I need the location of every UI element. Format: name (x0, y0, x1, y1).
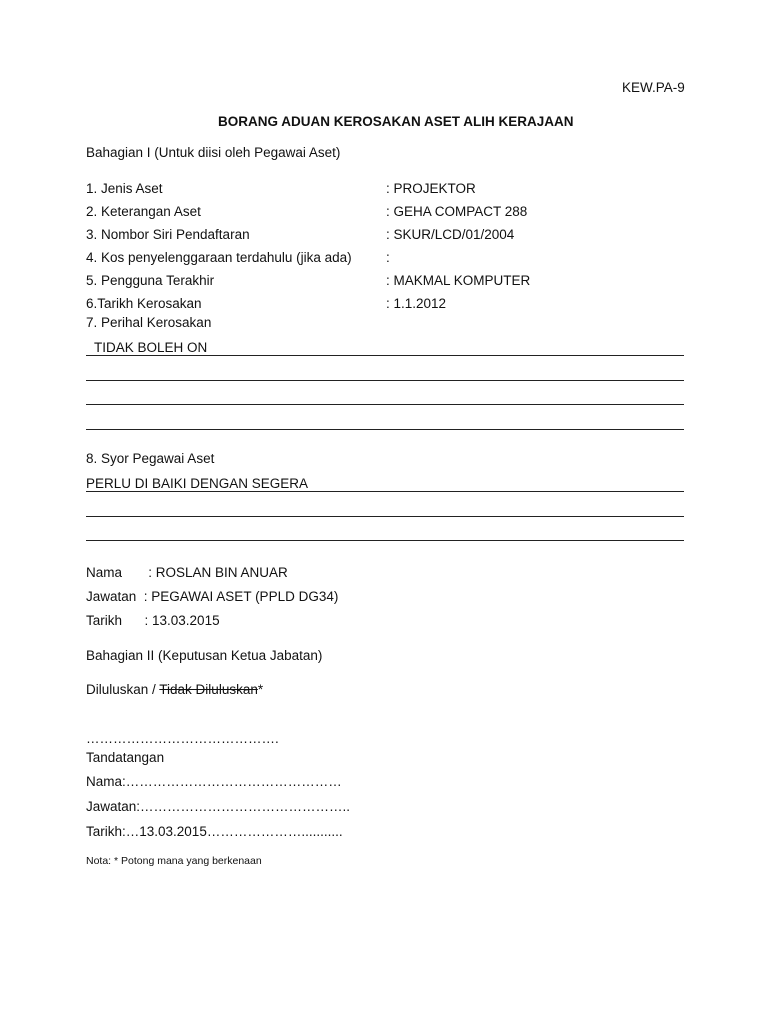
field-value-serial-number: : SKUR/LCD/01/2004 (386, 227, 515, 242)
form-title: BORANG ADUAN KEROSAKAN ASET ALIH KERAJAAN (218, 114, 574, 129)
field-label-asset-type: 1. Jenis Aset (86, 181, 163, 196)
field-label-damage-date: 6.Tarikh Kerosakan (86, 296, 202, 311)
approved-option: Diluluskan / (86, 682, 160, 697)
divider-line (86, 380, 684, 381)
recommendation-text: PERLU DI BAIKI DENGAN SEGERA (86, 476, 309, 491)
asterisk-marker: * (257, 682, 264, 697)
divider-line (86, 429, 684, 430)
field-label-last-user: 5. Pengguna Terakhir (86, 273, 215, 288)
not-approved-option: Tidak Diluluskan (159, 682, 258, 697)
form-code: KEW.PA-9 (622, 80, 685, 95)
officer-position: Jawatan : PEGAWAI ASET (PPLD DG34) (86, 589, 339, 604)
divider-line (86, 404, 684, 405)
head-date-line: Tarikh:…13.03.2015…………………........... (86, 824, 343, 839)
field-value-last-user: : MAKMAL KOMPUTER (386, 273, 531, 288)
field-label-serial-number: 3. Nombor Siri Pendaftaran (86, 227, 250, 242)
officer-name: Nama : ROSLAN BIN ANUAR (86, 565, 288, 580)
head-position-line: Jawatan:……………………………………….. (86, 799, 351, 814)
divider-line (86, 355, 684, 356)
divider-line (86, 491, 684, 492)
divider-line (86, 540, 684, 541)
field-value-asset-description: : GEHA COMPACT 288 (386, 204, 528, 219)
decision-line (86, 682, 263, 698)
damage-description-text: TIDAK BOLEH ON (94, 340, 208, 355)
head-name-line: Nama:………………………………………… (86, 774, 342, 789)
section1-heading: Bahagian I (Untuk diisi oleh Pegawai Aset) (86, 145, 341, 160)
divider-line (86, 516, 684, 517)
signature-label: Tandatangan (86, 750, 165, 765)
footnote: Nota: * Potong mana yang berkenaan (86, 855, 262, 867)
recommendation-label: 8. Syor Pegawai Aset (86, 451, 215, 466)
section2-heading: Bahagian II (Keputusan Ketua Jabatan) (86, 648, 323, 663)
officer-date: Tarikh : 13.03.2015 (86, 613, 220, 628)
field-value-damage-date: : 1.1.2012 (386, 296, 447, 311)
signature-dots: ……………………………………. (86, 731, 279, 746)
field-value-previous-cost: : (386, 250, 390, 265)
field-label-asset-description: 2. Keterangan Aset (86, 204, 201, 219)
field-value-asset-type: : PROJEKTOR (386, 181, 476, 196)
damage-description-label: 7. Perihal Kerosakan (86, 315, 212, 330)
field-label-previous-cost: 4. Kos penyelenggaraan terdahulu (jika ada) (86, 250, 352, 265)
